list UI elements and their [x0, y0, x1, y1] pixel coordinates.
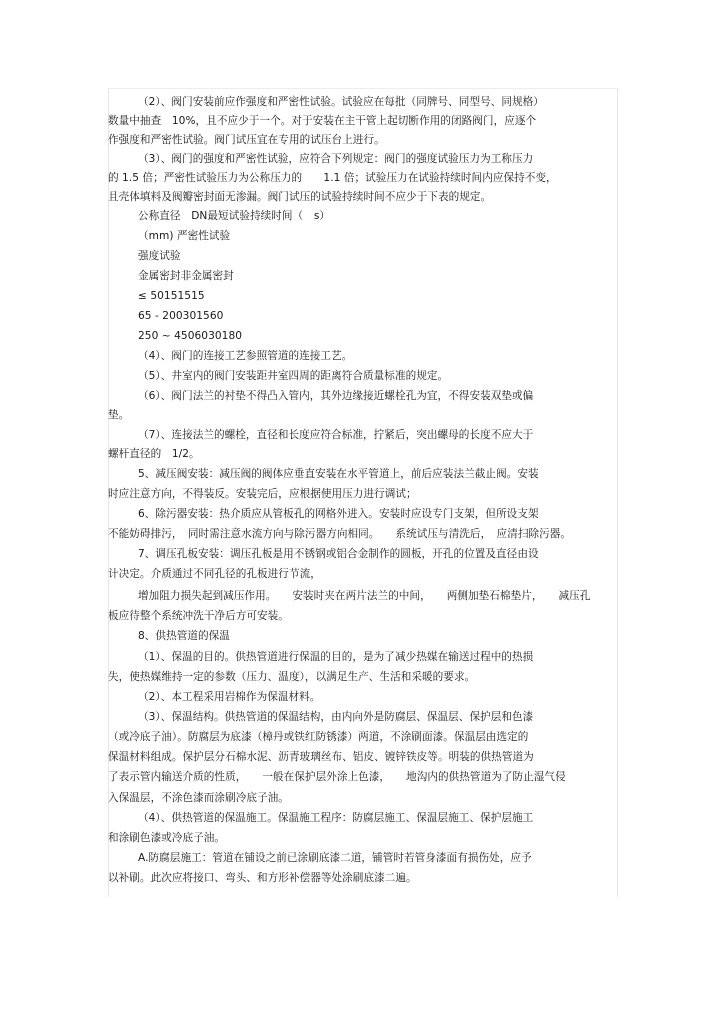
text-line: 保温材料组成。保护层分石棉水泥、沥青玻璃丝布、铝皮、镀锌铁皮等。明装的供热管道为: [108, 751, 534, 763]
text-line: （2）、本工程采用岩棉作为保温材料。: [138, 691, 321, 703]
text-line: （2）、阀门安装前应作强度和严密性试验。试验应在每批（同牌号、同型号、同规格）: [138, 96, 544, 108]
text-line: （3）、阀门的强度和严密性试验，应符合下列规定：阀门的强度试验压力为工称压力: [138, 153, 534, 165]
text-line: （4）、供热管道的保温施工。保温施工程序：防腐层施工、保温层施工、保护层施工: [138, 812, 534, 824]
text-line: 公称直径 DN最短试验持续时间（ s）: [138, 210, 331, 222]
text-line: （7）、连接法兰的螺栓，直径和长度应符合标准，拧紧后，突出螺母的长度不应大于: [138, 429, 534, 441]
text-line: 作强度和严密性试验。阀门试压宜在专用的试压台上进行。: [108, 134, 385, 146]
text-line: （mm) 严密性试验: [138, 230, 231, 242]
text-line: （5）、井室内的阀门安装距井室四周的距离符合质量标准的规定。: [138, 370, 449, 382]
text-line: （或冷底子油）。防腐层为底漆（樟丹或铁红防锈漆）两道，不涂刷面漆。保温层由选定的: [108, 731, 529, 743]
text-line: 垫。: [108, 409, 130, 421]
text-line: 计决定。介质通过不同孔径的孔板进行节流，: [108, 568, 321, 580]
text-line: ≤ 50151515: [138, 290, 205, 302]
text-line: 的 1.5 倍；严密性试验压力为公称压力的 1.1 倍；试验压力在试验持续时间内应保持不变，: [108, 172, 557, 184]
text-line: 数量中抽查 10%，且不应少于一个。对于安装在主干管上起切断作用的闭路阀门，应逐个: [108, 115, 537, 127]
text-line: 强度试验: [138, 250, 181, 262]
text-line: 入保温层，不涂色漆而涂刷冷底子油。: [108, 792, 289, 804]
text-line: 增加阻力损失起到减压作用。 安装时夹在两片法兰的中间， 两侧加垫石棉垫片， 减压孔: [138, 590, 591, 602]
text-line: 金属密封非金属密封: [138, 270, 234, 282]
text-line: 8、供热管道的保温: [138, 630, 230, 642]
text-line: 6、除污器安装：热介质应从管板孔的网格外进入。安装时应设专门支架，但所设支架: [138, 508, 539, 520]
text-line: 5、减压阀安装：减压阀的阀体应垂直安装在水平管道上，前后应装法兰截止阀。安装: [138, 468, 539, 480]
text-line: 失，使热媒维持一定的参数（压力、温度），以满足生产、生活和采暖的要求。: [108, 671, 476, 683]
text-line: （4）、阀门的连接工艺参照管道的连接工艺。: [138, 350, 353, 362]
text-line: （1）、保温的目的。供热管道进行保温的目的，是为了减少热媒在输送过程中的热损: [138, 651, 534, 663]
text-line: （3）、保温结构。供热管道的保温结构，由内向外是防腐层、保温层、保护层和色漆: [138, 711, 534, 723]
text-line: 板应待整个系统冲洗干净后方可安装。: [108, 610, 289, 622]
text-line: A.防腐层施工：管道在铺设之前已涂刷底漆二道，铺管时若管身漆面有损伤处，应予: [138, 852, 532, 864]
text-line: 250 ~ 4506030180: [138, 330, 243, 342]
text-line: 螺杆直径的 1/2。: [108, 448, 200, 460]
text-line: （6）、阀门法兰的衬垫不得凸入管内，其外边缘接近螺栓孔为宜，不得安装双垫或偏: [138, 390, 534, 402]
text-line: 不能妨碍排污， 同时需注意水流方向与除污器方向相同。 系统试压与清洗后， 应清扫除污器。: [108, 528, 572, 540]
text-line: 时应注意方向，不得装反。安装完后，应根据使用压力进行调试；: [108, 488, 417, 500]
text-line: 且壳体填料及阀瓣密封面无渗漏。阀门试压的试验持续时间不应少于下表的规定。: [108, 191, 492, 203]
text-line: 和涂刷色漆或冷底子油。: [108, 832, 226, 844]
text-line: 7、调压孔板安装：调压孔板是用不锈钢或铝合金制作的圆板，开孔的位置及直径由设: [138, 548, 539, 560]
text-line: 65 - 200301560: [138, 310, 224, 322]
text-line: 了表示管内输送介质的性质， 一般在保护层外涂上色漆， 地沟内的供热管道为了防止湿气侵: [108, 771, 566, 783]
text-line: 以补刷。此次应将接口、弯头、和方形补偿器等处涂刷底漆二遍。: [108, 872, 417, 884]
